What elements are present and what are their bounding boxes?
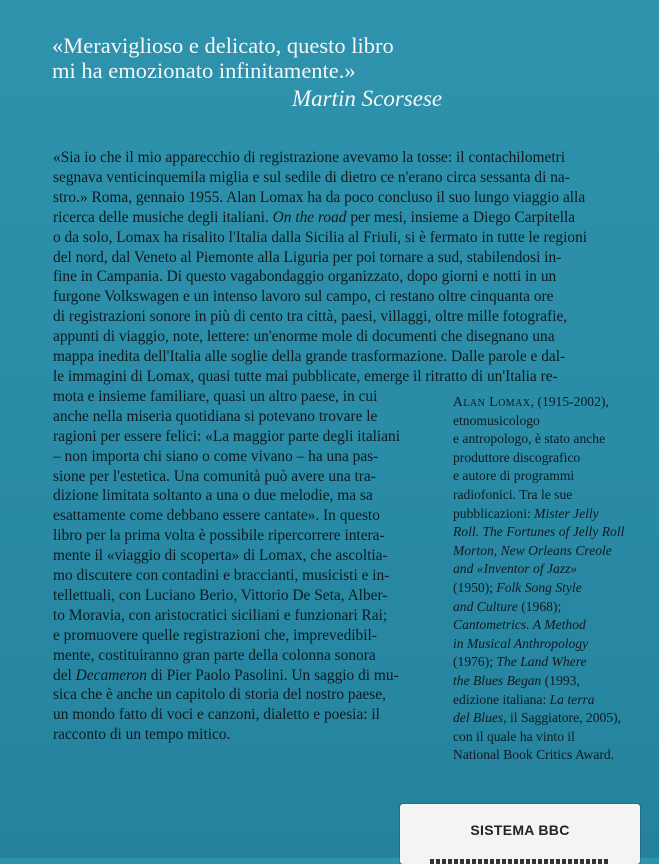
quote-line: «Meraviglioso e delicato, questo libro bbox=[52, 33, 394, 58]
bio-line bbox=[453, 635, 653, 654]
text-segment: di Pier Paolo Pasolini. Un saggio di mu- bbox=[146, 666, 399, 684]
bio-line: e antropologo, è stato anche bbox=[453, 431, 606, 447]
text-segment: pubblicazioni: bbox=[453, 505, 535, 521]
text-line: di registrazioni sonore in più di cento tra città, paesi, villaggi, oltre mille fotografie, bbox=[53, 308, 568, 326]
italic-title: in Musical Anthropology bbox=[453, 635, 589, 651]
text-line: libro per la prima volta è possibile ripercorrere intera- bbox=[53, 527, 385, 545]
italic-title: Folk Song Style bbox=[496, 579, 582, 595]
text-segment: edizione italiana: bbox=[453, 691, 550, 707]
text-line: mo discutere con contadini e braccianti, musicisti e in- bbox=[53, 567, 390, 585]
text-line: appunti di viaggio, note, lettere: un'enorme mole di documenti che disegnano una bbox=[53, 328, 555, 346]
bio-line bbox=[453, 542, 653, 561]
italic-title: The Land Where bbox=[496, 654, 587, 670]
text-line: mente il «viaggio di scoperta» di Lomax, che ascoltia- bbox=[53, 547, 388, 565]
cover-quote bbox=[52, 33, 612, 83]
text-line: anche nella miseria quotidiana si potevano trovare le bbox=[53, 407, 378, 425]
text-line: «Sia io che il mio apparecchio di registrazione avevamo la tosse: il contachilometri bbox=[53, 149, 565, 166]
bio-line bbox=[453, 523, 653, 542]
bio-line bbox=[453, 672, 653, 691]
text-segment: (1968); bbox=[517, 598, 562, 614]
text-line: stro.» Roma, gennaio 1955. Alan Lomax ha da poco concluso il suo lungo viaggio alla bbox=[53, 188, 586, 206]
author-bio bbox=[453, 393, 653, 765]
text-line: dizione limitata soltanto a una o due melodie, ma sa bbox=[53, 487, 373, 505]
italic-title: Decameron bbox=[75, 666, 147, 684]
text-line: sione per l'estetica. Una comunità può avere una tra- bbox=[53, 467, 376, 485]
text-line: o da solo, Lomax ha risalito l'Italia dalla Sicilia al Friuli, si è fermato in tutte le regioni bbox=[53, 228, 588, 246]
text-line: to Moravia, con aristocratici siciliani e funzionari Rai; bbox=[53, 606, 388, 624]
text-line bbox=[53, 208, 633, 228]
bio-line bbox=[453, 393, 653, 412]
text-line: ragioni per essere felici: «La maggior parte degli italiani bbox=[53, 427, 401, 445]
text-line: tellettuali, con Luciano Berio, Vittorio De Seta, Alber- bbox=[53, 586, 388, 604]
text-line: un mondo fatto di voci e canzoni, dialetto e poesia: il bbox=[53, 706, 380, 724]
quote-line: mi ha emozionato infinitamente.» bbox=[52, 58, 356, 83]
author-name: Alan Lomax bbox=[453, 394, 531, 409]
bio-line bbox=[453, 598, 653, 617]
text-line: – non importa chi siano o come vivano – ha una pas- bbox=[53, 447, 379, 465]
text-line: segnava venticinquemila miglia e sul sedile di dietro ce n'erano circa sessanta di na- bbox=[53, 168, 570, 186]
text-line: racconto di un tempo mitico. bbox=[53, 726, 231, 744]
italic-title: the Blues Began bbox=[453, 672, 542, 688]
text-segment: del bbox=[53, 666, 72, 684]
italic-title: and «Inventor of Jazz» bbox=[453, 561, 578, 577]
italic-title: Cantometrics. A Method bbox=[453, 617, 586, 633]
italic-title: del Blues bbox=[453, 710, 504, 726]
text-segment: (1993, bbox=[541, 672, 580, 688]
bio-line: e autore di programmi bbox=[453, 468, 575, 484]
bio-line bbox=[453, 579, 653, 598]
italic-title: Mister Jelly bbox=[534, 505, 599, 521]
bio-line bbox=[453, 505, 653, 524]
text-segment: (1950); bbox=[453, 579, 497, 595]
bio-line: National Book Critics Award. bbox=[453, 747, 615, 763]
text-line: fine in Campania. Di questo vagabondaggio organizzato, dopo giorni e notti in un bbox=[53, 268, 557, 286]
bio-line bbox=[453, 616, 653, 635]
text-line: sica che è anche un capitolo di storia del nostro paese, bbox=[53, 686, 386, 704]
italic-title: and Culture bbox=[453, 598, 518, 614]
italic-title: Roll. The Fortunes of Jelly Roll bbox=[453, 524, 625, 540]
text-line: furgone Volkswagen e un intenso lavoro sul campo, ci restano oltre cinquanta ore bbox=[53, 288, 554, 306]
bio-line bbox=[453, 653, 653, 672]
text-segment: , (1915-2002), bbox=[530, 394, 609, 409]
italic-title: On the road bbox=[272, 208, 347, 226]
text-line: mota e insieme familiare, quasi un altro paese, in cui bbox=[53, 387, 378, 405]
text-line: esattamente come debbano essere cantate». In questo bbox=[53, 507, 380, 525]
text-segment: per mesi, insieme a Diego Carpitella bbox=[346, 208, 576, 226]
italic-title: Morton, New Orleans Creole bbox=[453, 542, 612, 558]
bio-line bbox=[453, 560, 653, 579]
text-segment: , il Saggiatore, 2005), bbox=[503, 710, 622, 726]
barcode-strip bbox=[430, 859, 610, 864]
library-label-text: SISTEMA BBC bbox=[470, 822, 570, 838]
bio-line: etnomusicologo bbox=[453, 412, 540, 428]
text-line: le immagini di Lomax, quasi tutte mai pubblicate, emerge il ritratto di un'Italia re- bbox=[53, 367, 558, 385]
italic-title: La terra bbox=[549, 691, 595, 707]
text-segment: ricerca delle musiche degli italiani. bbox=[53, 208, 269, 226]
text-line bbox=[53, 666, 431, 686]
text-line: e promuovere quelle registrazioni che, imprevedibil- bbox=[53, 626, 377, 644]
bio-line: produttore discografico bbox=[453, 449, 581, 465]
bio-line: con il quale ha vinto il bbox=[453, 728, 575, 744]
bio-line bbox=[453, 691, 653, 710]
library-label bbox=[400, 804, 640, 864]
text-line: del nord, dal Veneto al Piemonte alla Liguria per poi tornare a sud, stabilendosi in- bbox=[53, 248, 562, 266]
bio-line: radiofonici. Tra le sue bbox=[453, 486, 573, 502]
quote-author: Martin Scorsese bbox=[292, 86, 443, 111]
text-line: mente, costituiranno gran parte della colonna sonora bbox=[53, 646, 376, 664]
text-line: mappa inedita dell'Italia alle soglie della grande trasformazione. Dalle parole e dal- bbox=[53, 348, 566, 366]
bio-line bbox=[453, 709, 653, 728]
text-segment: (1976); bbox=[453, 654, 497, 670]
